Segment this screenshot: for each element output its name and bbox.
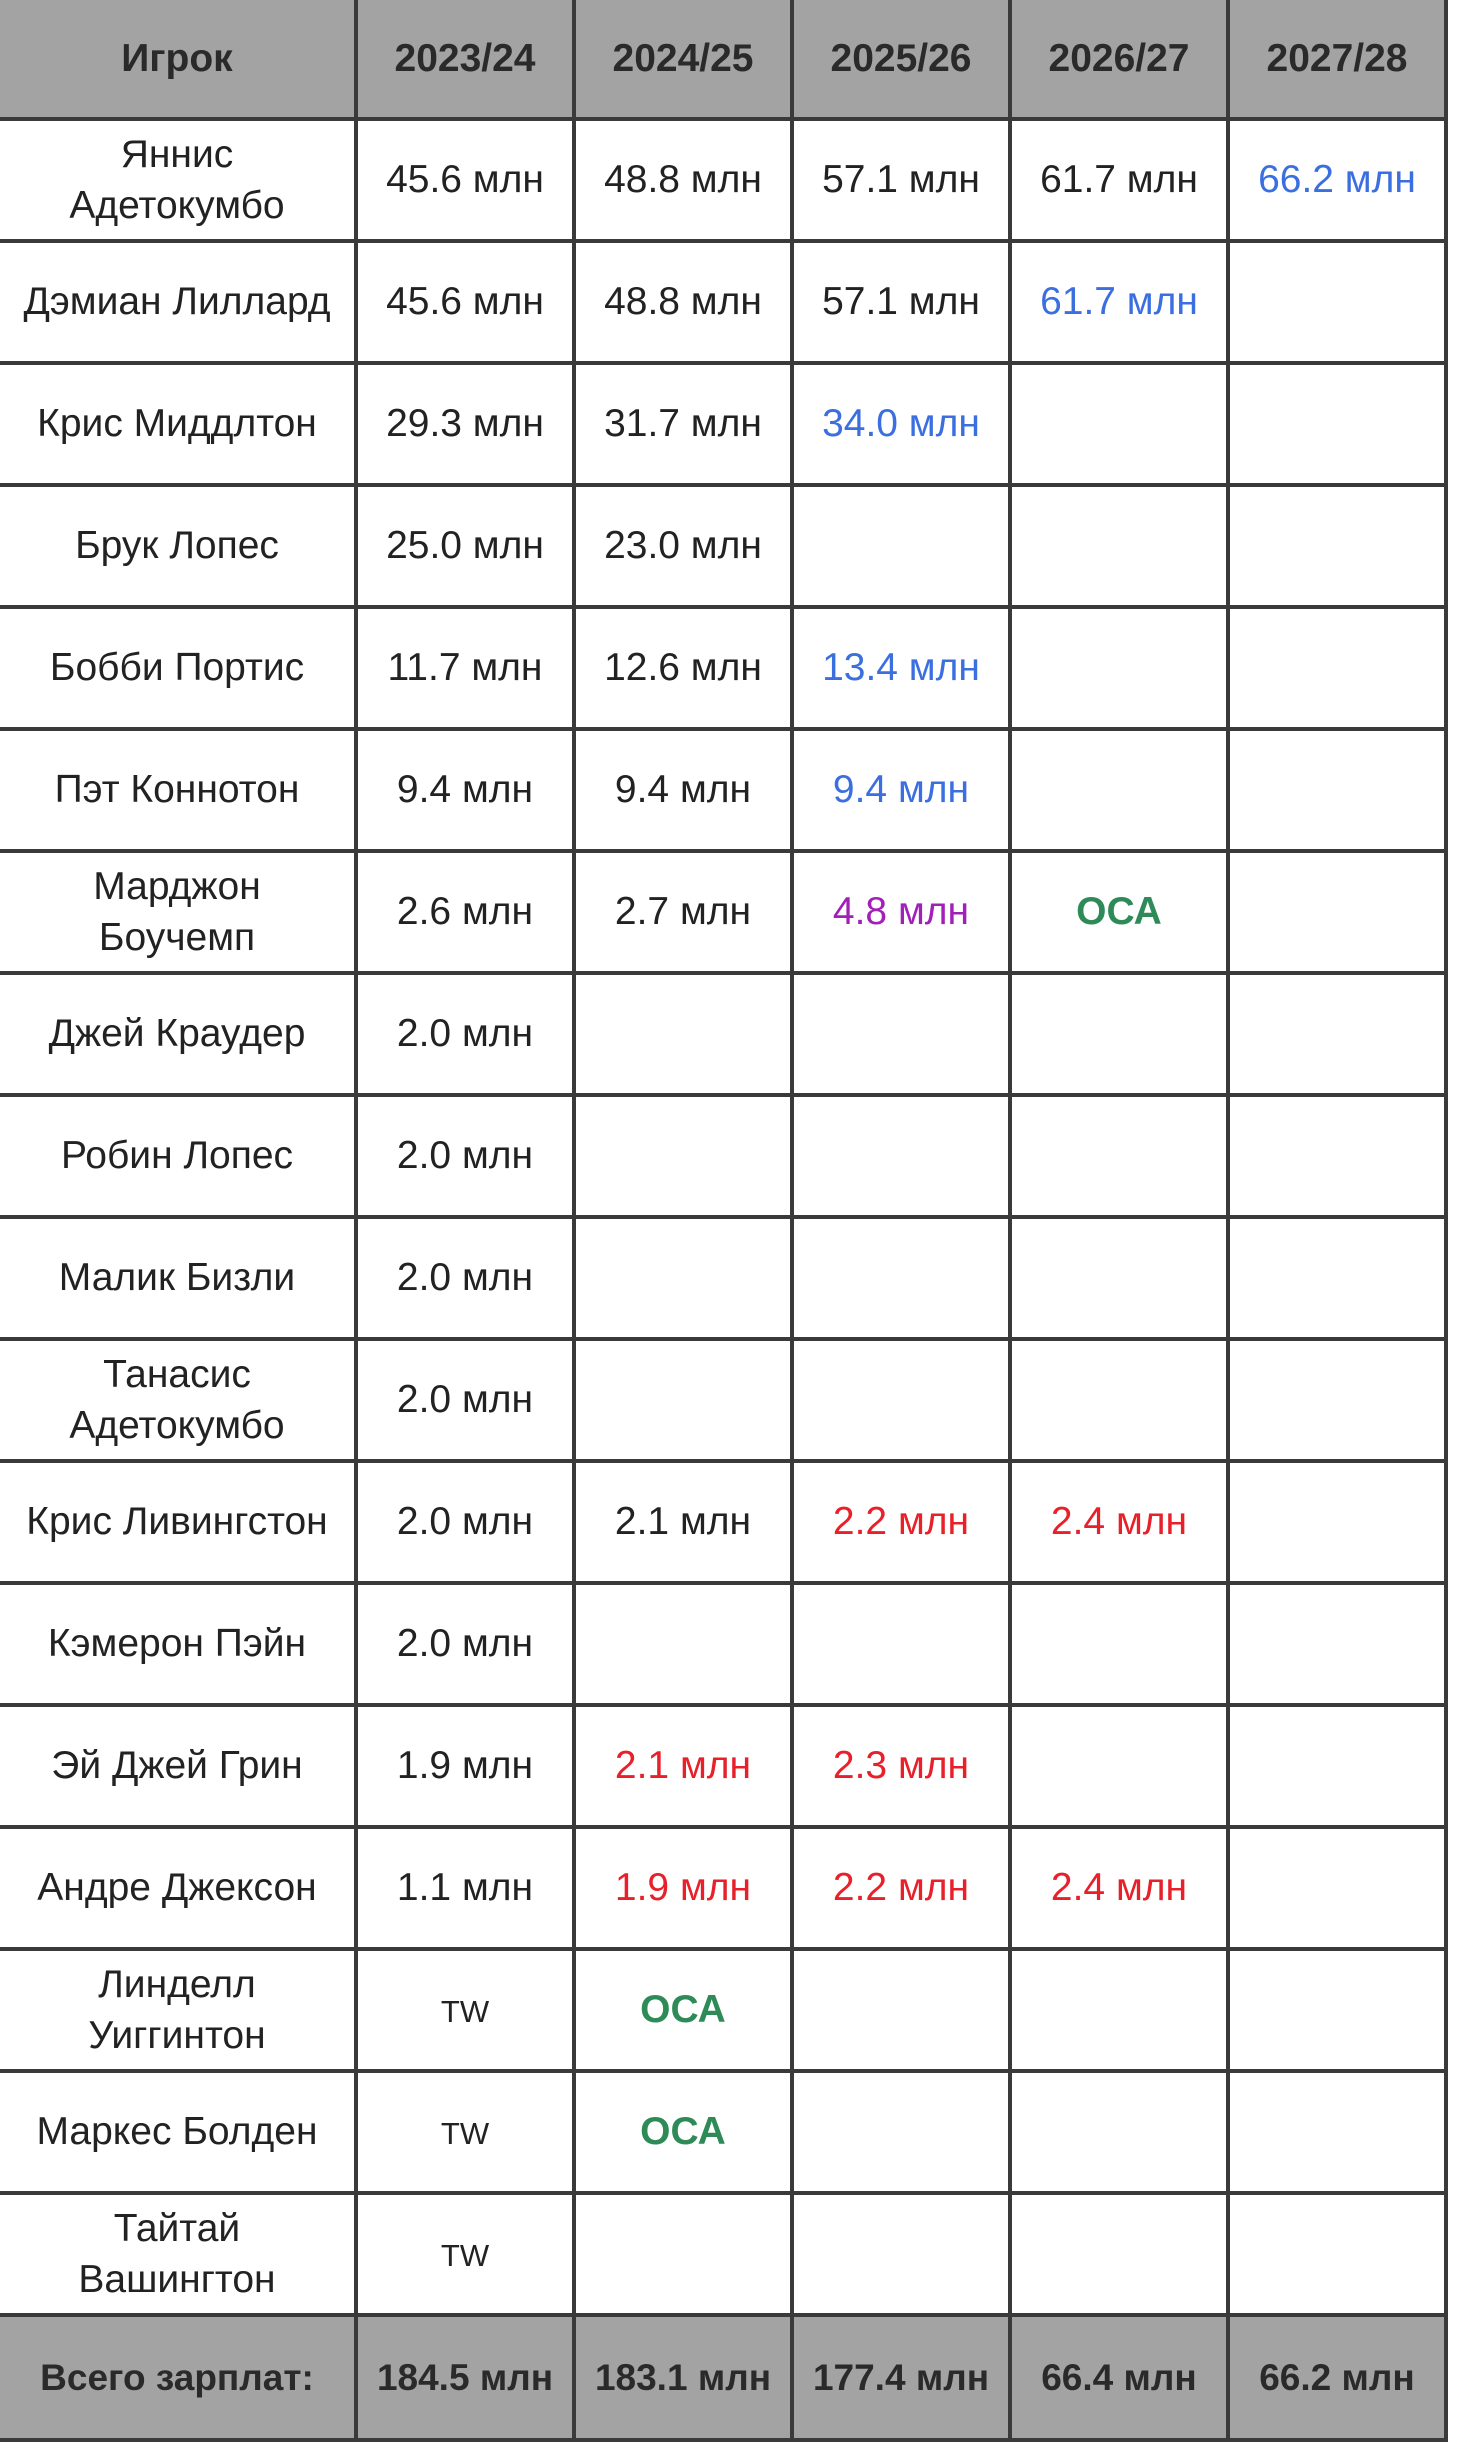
salary-cell (1226, 1947, 1444, 2069)
salary-value: 2.2 млн (832, 1866, 970, 1910)
player-name-text: Джей Краудер (48, 1012, 306, 1056)
salary-cell (1226, 605, 1444, 727)
salary-cell (1226, 1825, 1444, 1947)
player-name (0, 1947, 354, 2069)
salary-cell (354, 1337, 572, 1459)
salary-cell (790, 1459, 1008, 1581)
option-label: ОСА (640, 1988, 726, 2032)
table-row (0, 1459, 1444, 1581)
salary-cell (572, 1093, 790, 1215)
salary-cell (354, 117, 572, 239)
salary-value: 57.1 млн (822, 158, 980, 202)
salary-cell (1008, 849, 1226, 971)
salary-cell (790, 727, 1008, 849)
header-season: 2025/26 (790, 0, 1008, 117)
salary-cell (1226, 1459, 1444, 1581)
salary-value: 34.0 млн (822, 402, 980, 446)
table-row (0, 483, 1444, 605)
player-name-text: Бобби Портис (49, 646, 305, 690)
option-label: ОСА (1076, 890, 1162, 934)
salary-cell (354, 1703, 572, 1825)
salary-cell (572, 1215, 790, 1337)
salary-cell (1226, 2069, 1444, 2191)
salary-cell (354, 971, 572, 1093)
table-row (0, 239, 1444, 361)
salary-cell (1008, 2069, 1226, 2191)
player-name-text: Крис Ливингстон (26, 1500, 328, 1544)
salary-value: 1.1 млн (396, 1866, 534, 1910)
header-row (0, 0, 1444, 117)
salary-cell (1008, 1703, 1226, 1825)
salary-cell (790, 605, 1008, 727)
salary-cell (572, 849, 790, 971)
salary-value: 2.0 млн (396, 1256, 534, 1300)
salary-value: 2.7 млн (614, 890, 752, 934)
player-name-text: Брук Лопес (75, 524, 279, 568)
player-name (0, 971, 354, 1093)
salary-cell (1226, 1337, 1444, 1459)
salary-cell (572, 971, 790, 1093)
salary-cell (354, 239, 572, 361)
salary-cell (790, 1581, 1008, 1703)
salary-cell (1008, 361, 1226, 483)
player-name-text: Кэмерон Пэйн (47, 1622, 307, 1666)
player-name (0, 605, 354, 727)
totals-row (0, 2313, 1444, 2438)
salary-cell (354, 1825, 572, 1947)
table-row (0, 1703, 1444, 1825)
player-name-text: Пэт Коннотон (54, 768, 300, 812)
salary-cell (1226, 1215, 1444, 1337)
salary-cell (572, 483, 790, 605)
player-name (0, 1459, 354, 1581)
player-name-text: Тайтай Вашингтон (78, 2206, 276, 2301)
salary-cell (790, 971, 1008, 1093)
salary-cell (1226, 1581, 1444, 1703)
salary-value: 23.0 млн (604, 524, 762, 568)
salary-cell (790, 117, 1008, 239)
salary-value: 61.7 млн (1040, 158, 1198, 202)
salary-value: 2.0 млн (396, 1134, 534, 1178)
table-row (0, 1093, 1444, 1215)
table-row (0, 2069, 1444, 2191)
player-name-text: Малик Бизли (58, 1256, 296, 1300)
salary-value: 2.3 млн (832, 1744, 970, 1788)
salary-cell (354, 1093, 572, 1215)
salary-value: 2.4 млн (1050, 1866, 1188, 1910)
salary-cell (354, 2191, 572, 2313)
salary-cell (1226, 971, 1444, 1093)
player-name (0, 1093, 354, 1215)
salary-cell (572, 1825, 790, 1947)
table-row (0, 1947, 1444, 2069)
salary-cell (790, 1825, 1008, 1947)
table-row (0, 117, 1444, 239)
player-name-text: Робин Лопес (60, 1134, 294, 1178)
salary-value: 25.0 млн (386, 524, 544, 568)
salary-cell (790, 1703, 1008, 1825)
salary-cell (572, 605, 790, 727)
salary-cell (1008, 1459, 1226, 1581)
total-value: 66.2 млн (1226, 2313, 1444, 2438)
salary-value: 29.3 млн (386, 402, 544, 446)
salary-cell (1008, 1337, 1226, 1459)
salary-cell (1226, 361, 1444, 483)
player-name (0, 117, 354, 239)
salary-cell (790, 239, 1008, 361)
header-season: 2027/28 (1226, 0, 1444, 117)
salary-cell (1226, 2191, 1444, 2313)
two-way-label: TW (440, 2238, 490, 2274)
salary-cell (790, 483, 1008, 605)
salary-cell (1226, 1093, 1444, 1215)
player-name (0, 1337, 354, 1459)
salary-cell (572, 727, 790, 849)
salary-cell (354, 727, 572, 849)
table-row (0, 727, 1444, 849)
salary-cell (790, 2069, 1008, 2191)
salary-value: 66.2 млн (1258, 158, 1416, 202)
salary-cell (790, 1947, 1008, 2069)
table-row (0, 1337, 1444, 1459)
salary-cell (1008, 1947, 1226, 2069)
player-name (0, 1215, 354, 1337)
salary-cell (354, 849, 572, 971)
salary-value: 9.4 млн (832, 768, 970, 812)
salary-cell (1008, 1215, 1226, 1337)
salary-cell (1226, 239, 1444, 361)
salary-value: 2.0 млн (396, 1622, 534, 1666)
salary-value: 48.8 млн (604, 280, 762, 324)
table-row (0, 971, 1444, 1093)
salary-value: 12.6 млн (604, 646, 762, 690)
option-label: ОСА (640, 2110, 726, 2154)
salary-cell (354, 1215, 572, 1337)
salary-cell (572, 1947, 790, 2069)
salary-value: 57.1 млн (822, 280, 980, 324)
table-row (0, 605, 1444, 727)
table-row (0, 361, 1444, 483)
salary-value: 11.7 млн (387, 646, 543, 690)
salary-value: 2.0 млн (396, 1378, 534, 1422)
player-name-text: Андре Джексон (37, 1866, 317, 1910)
salary-cell (572, 361, 790, 483)
player-name (0, 361, 354, 483)
total-value: 177.4 млн (790, 2313, 1008, 2438)
table-row (0, 1825, 1444, 1947)
salary-cell (1008, 2191, 1226, 2313)
salary-cell (1008, 117, 1226, 239)
header-player: Игрок (0, 0, 354, 117)
player-name (0, 1825, 354, 1947)
salary-value: 2.0 млн (396, 1500, 534, 1544)
total-value: 184.5 млн (354, 2313, 572, 2438)
player-name (0, 1581, 354, 1703)
salary-cell (572, 1581, 790, 1703)
salary-cell (1008, 1093, 1226, 1215)
salary-value: 1.9 млн (614, 1866, 752, 1910)
salary-cell (1008, 727, 1226, 849)
salary-cell (572, 1337, 790, 1459)
salary-cell (790, 361, 1008, 483)
player-name-text: Яннис Адетокумбо (69, 132, 285, 227)
player-name-text: Крис Миддлтон (37, 402, 317, 446)
player-name (0, 483, 354, 605)
salary-cell (354, 361, 572, 483)
player-name-text: Маркес Болден (36, 2110, 318, 2154)
two-way-label: TW (440, 2116, 490, 2152)
salary-value: 48.8 млн (604, 158, 762, 202)
salary-cell (354, 483, 572, 605)
salary-value: 4.8 млн (832, 890, 970, 934)
salary-cell (572, 239, 790, 361)
salary-value: 61.7 млн (1040, 280, 1198, 324)
salary-value: 13.4 млн (822, 646, 980, 690)
salary-cell (354, 605, 572, 727)
salary-cell (1226, 117, 1444, 239)
salary-value: 2.0 млн (396, 1012, 534, 1056)
salary-value: 45.6 млн (386, 158, 544, 202)
salary-value: 31.7 млн (604, 402, 762, 446)
salary-value: 9.4 млн (614, 768, 752, 812)
totals-label: Всего зарплат: (0, 2313, 354, 2438)
salary-cell (354, 2069, 572, 2191)
player-name (0, 239, 354, 361)
player-name-text: Эй Джей Грин (51, 1744, 303, 1788)
player-name (0, 1703, 354, 1825)
two-way-label: TW (440, 1994, 490, 2030)
player-name-text: Линделл Уиггинтон (88, 1962, 266, 2057)
salary-cell (790, 1093, 1008, 1215)
salary-value: 1.9 млн (396, 1744, 534, 1788)
salary-cell (1008, 483, 1226, 605)
salary-cell (572, 2191, 790, 2313)
table-row (0, 849, 1444, 971)
total-value: 183.1 млн (572, 2313, 790, 2438)
salary-cell (790, 2191, 1008, 2313)
salary-value: 2.1 млн (614, 1744, 752, 1788)
salary-cell (1226, 1703, 1444, 1825)
salary-cell (354, 1947, 572, 2069)
table-body (0, 117, 1444, 2313)
salary-cell (572, 117, 790, 239)
salary-cell (1008, 1825, 1226, 1947)
salary-cell (790, 1215, 1008, 1337)
salary-cell (354, 1581, 572, 1703)
salary-cell (354, 1459, 572, 1581)
salary-cell (790, 1337, 1008, 1459)
salary-value: 2.2 млн (832, 1500, 970, 1544)
player-name-text: Танасис Адетокумбо (69, 1352, 285, 1447)
salary-cell (1008, 605, 1226, 727)
table-row (0, 1581, 1444, 1703)
player-name-text: Дэмиан Лиллард (23, 280, 331, 324)
salary-cell (572, 1459, 790, 1581)
table-row (0, 2191, 1444, 2313)
header-season: 2026/27 (1008, 0, 1226, 117)
salary-cell (1226, 483, 1444, 605)
salary-cell (1226, 727, 1444, 849)
header-season: 2024/25 (572, 0, 790, 117)
salary-cell (572, 1703, 790, 1825)
salary-value: 2.1 млн (614, 1500, 752, 1544)
player-name (0, 2191, 354, 2313)
salary-value: 9.4 млн (396, 768, 534, 812)
table-row (0, 1215, 1444, 1337)
salary-cell (1008, 971, 1226, 1093)
player-name (0, 727, 354, 849)
salary-cell (790, 849, 1008, 971)
salary-value: 2.6 млн (396, 890, 534, 934)
salary-cell (572, 2069, 790, 2191)
player-name-text: Марджон Боучемп (93, 864, 261, 959)
player-name (0, 2069, 354, 2191)
salary-value: 2.4 млн (1050, 1500, 1188, 1544)
salary-cell (1008, 239, 1226, 361)
salary-value: 45.6 млн (386, 280, 544, 324)
salary-cell (1226, 849, 1444, 971)
player-name (0, 849, 354, 971)
header-season: 2023/24 (354, 0, 572, 117)
salary-cell (1008, 1581, 1226, 1703)
total-value: 66.4 млн (1008, 2313, 1226, 2438)
